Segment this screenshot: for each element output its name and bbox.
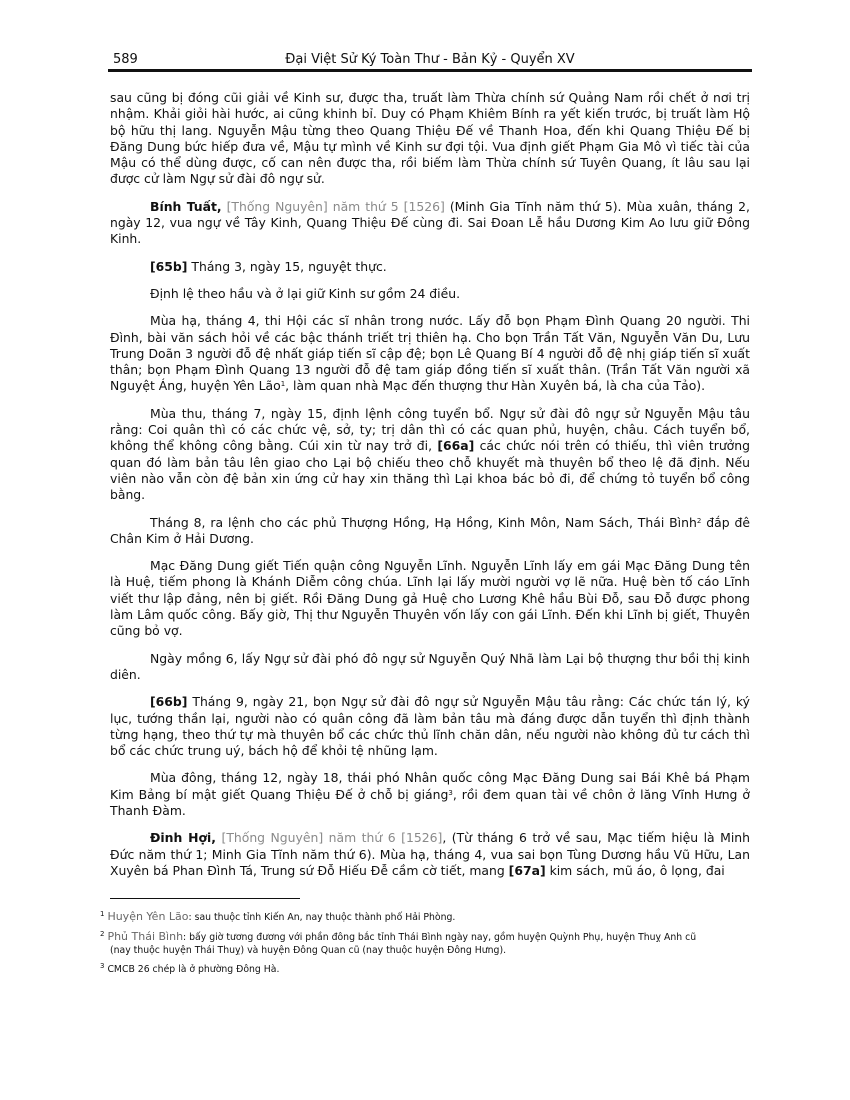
paragraph-6 xyxy=(110,406,750,504)
footnote-term: Huyện Yên Lão xyxy=(107,910,189,923)
page-title: Đại Việt Sử Ký Toàn Thư - Bản Kỷ - Quyển XV xyxy=(285,52,575,67)
footnote-text: : sau thuộc tỉnh Kiến An, nay thuộc thành phố Hải Phòng. xyxy=(188,912,456,923)
reign-note: [Thống Nguyên] năm thứ 6 [1526] xyxy=(221,830,443,846)
year-heading: Đinh Hợi, xyxy=(150,830,216,846)
footnote-2: $^2$ Phủ Thái Bình: bấy giờ tương đương với phần đông bắc tỉnh Thái Bình ngày nay, gồm huyện Quỳnh Phụ, huyện Thuỵ Anh cũ (nay thuộc huyện Thái Thuỵ) và huyện Đông Quan cũ (nay thuộc huyện Đông Hưng). xyxy=(100,930,697,956)
paragraph-text: Mùa đông, tháng 12, ngày 18, thái phó Nhân quốc công Mạc Đăng Dung sai Bái Khê bá Phạm Kim Bảng bí mật giết Quang Thiệu Đế ở chỗ bị giáng xyxy=(110,770,750,802)
year-heading: Bính Tuất, xyxy=(150,198,222,214)
footnote-continuation: (nay thuộc huyện Thái Thuỵ) và huyện Đông Quan cũ (nay thuộc huyện Đông Hưng). xyxy=(110,945,507,956)
header-rule xyxy=(108,69,752,72)
paragraph-4: Định lệ theo hầu và ở lại giữ Kinh sư gồm 24 điều. xyxy=(150,285,461,301)
main-text xyxy=(110,90,750,890)
footnote-3: $^3$ CMCB 26 chép là ở phường Đông Hà. xyxy=(100,962,280,975)
paragraph-text: , làm quan nhà Mạc đến thượng thư Hàn Xuyên bá, là cha của Tảo). xyxy=(285,378,706,394)
footnote-ref-1[interactable]: 1 xyxy=(280,380,286,389)
paragraph-text: Tháng 3, ngày 15, nguyệt thực. xyxy=(191,258,387,274)
reign-note: [Thống Nguyên] năm thứ 5 [1526] xyxy=(226,198,445,214)
footnote-text: : bấy giờ tương đương với phần đông bắc tỉnh Thái Bình ngày nay, gồm huyện Quỳnh Phụ, huyện Thuỵ Anh cũ xyxy=(183,932,697,943)
paragraph-9: Ngày mồng 6, lấy Ngự sử đài phó đô ngự sử Nguyễn Quý Nhã làm Lại bộ thượng thư bồi thị kinh diên. xyxy=(110,650,750,682)
paragraph-8: Mạc Đăng Dung giết Tiến quận công Nguyễn Lĩnh. Nguyễn Lĩnh lấy em gái Mạc Đăng Dung tên là Huệ, tiếm phong là Khánh Diễm công chúa. Lĩnh lại lấy mười người vợ lẽ nữa. Huệ bèn tố cáo Lĩnh viết thư lập đảng, nên bị giết. Rồi Đăng Dung gả Huệ cho Lương Khê hầu Bùi Đỗ, sau Đỗ được phong làm Lâm quốc công. Bấy giờ, Thị thư Nguyễn Thuyên vốn lấy con gái Lĩnh. Đến khi Lĩnh bị giết, Thuyên cũng bỏ vợ. xyxy=(110,558,750,639)
footnotes xyxy=(100,910,750,982)
folio-marker: [67a] xyxy=(508,862,546,878)
folio-marker: [66b] xyxy=(150,694,188,710)
paragraph-text: kim sách, mũ áo, ô lọng, đai xyxy=(549,862,725,878)
paragraph-1: sau cũng bị đóng cũi giải về Kinh sư, được tha, truất làm Thừa chính sứ Quảng Nam rồi chết ở nơi trị nhậm. Khải giỏi hài hước, ai cũng khinh bỉ. Duy có Phạm Khiêm Bính ra yết kiến trước, bị truất làm Hộ bộ hữu thị lang. Nguyễn Mậu từng theo Quang Thiệu Đế về Thanh Hoa, đến khi Quang Thiệu Đế bị Đăng Dung bức hiếp đưa về, Mậu tự mình về Kinh sư đợi tội. Vua định giết Phạm Gia Mô vì tiếc tài của Mậu có thể dùng được, cố can nên được tha, rồi biếm làm Thừa chính sứ Tuyên Quang, ít lâu sau lại được cử làm Ngự sử đài đô ngự sử. xyxy=(110,90,750,187)
folio-marker: [66a] xyxy=(437,438,475,454)
paragraph-5 xyxy=(110,313,750,394)
folio-marker: [65b] xyxy=(150,258,188,274)
paragraph-2 xyxy=(110,199,750,248)
footnote-ref-3[interactable]: 3 xyxy=(448,788,453,797)
footnote-1: $^1$ Huyện Yên Lão: sau thuộc tỉnh Kiến An, nay thuộc thành phố Hải Phòng. xyxy=(100,910,456,923)
paragraph-text: đắp đê Chân Kim ở Hải Dương. xyxy=(110,514,750,546)
paragraph-text: , rồi đem quan tài về chôn ở lăng Vĩnh Hưng ở Thanh Đàm. xyxy=(110,786,750,818)
paragraph-text: Tháng 8, ra lệnh cho các phủ Thượng Hồng, Hạ Hồng, Kinh Môn, Nam Sách, Thái Bình xyxy=(150,514,697,530)
paragraph-text: Mùa thu, tháng 7, ngày 15, định lệnh công tuyển bổ. Ngự sử đài đô ngự sử Nguyễn Mậu tâu rằng: Coi quân thì có các chức vệ, sở, ty; trị dân thì có các quan phủ, huyện, châu. Cách tuyển bổ, không thể không công bằng. Cúi xin từ nay trở đi, xyxy=(110,405,750,454)
paragraph-3 xyxy=(110,259,750,275)
page-header xyxy=(108,50,752,70)
paragraph-10 xyxy=(110,694,750,759)
paragraph-7 xyxy=(110,515,750,548)
paragraph-text: Tháng 9, ngày 21, bọn Ngự sử đài đô ngự sử Nguyễn Mậu tâu rằng: Các chức tán lý, ký lục, tướng thần lại, người nào có quân công đã làm bản tâu mà đáng được dẫn tuyển thì định thành từng hạng, theo thứ tự mà thuyên bổ các chức thủ lĩnh chăn dân, nếu người nào không đủ tư cách thì bổ các chức trung uý, bách hộ để khỏi tệ nhũng lạm. xyxy=(110,694,750,759)
footnote-term: Phủ Thái Bình xyxy=(107,930,184,943)
footnote-ref-2[interactable]: 2 xyxy=(696,516,702,525)
paragraph-11 xyxy=(110,770,750,819)
paragraph-text: Mùa hạ, tháng 4, thi Hội các sĩ nhân trong nước. Lấy đỗ bọn Phạm Đình Quang 20 người. Thi Đình, bài văn sách hỏi về các bậc thánh triết trị thiên hạ. Cho bọn Trần Tất Văn, Nguyễn Văn Du, Lưu Trung Doãn 3 người đỗ đệ nhất giáp tiến sĩ cập đệ; bọn Lê Quang Bí 4 người đỗ đệ nhị giáp tiến sĩ xuất thân; bọn Phạm Đình Quang 13 người đỗ đệ tam giáp đồng tiến sĩ xuất thân. (Trần Tất Văn người xã Nguyệt Áng, huyện Yên Lão xyxy=(110,313,750,394)
page-number: 589 xyxy=(113,52,138,67)
paragraph-text: các chức nói trên có thiếu, thì viên trưởng quan đó làm bản tâu lên giao cho Lại bộ chiếu theo chỗ khuyết mà thuyên bổ theo lệ đã định. Nếu viên nào vẫn còn đệ bản xin ứng cử hay xin thăng thì Lại khoa bác bỏ đi, để chứng tỏ tuyển bổ công bằng. xyxy=(110,438,750,503)
paragraph-text: (Minh Gia Tĩnh năm thứ 5). Mùa xuân, tháng 2, ngày 12, vua ngự về Tây Kinh, Quang Thiệu Đế cùng đi. Sai Đoan Lễ hầu Dương Kim Ao lưu giữ Đông Kinh. xyxy=(110,198,750,247)
paragraph-12 xyxy=(110,830,750,879)
footnote-text: CMCB 26 chép là ở phường Đông Hà. xyxy=(107,964,280,975)
footnote-rule xyxy=(110,898,300,899)
paragraph-text: , (Từ tháng 6 trở về sau, Mạc tiếm hiệu là Minh Đức năm thứ 1; Minh Gia Tĩnh năm thứ 6). Mùa hạ, tháng 4, vua sai bọn Tùng Dương hầu Vũ Hữu, Lan Xuyên bá Phan Đình Tá, Trung sứ Đỗ Hiếu Đễ cầm cờ tiết, mang xyxy=(110,830,750,878)
